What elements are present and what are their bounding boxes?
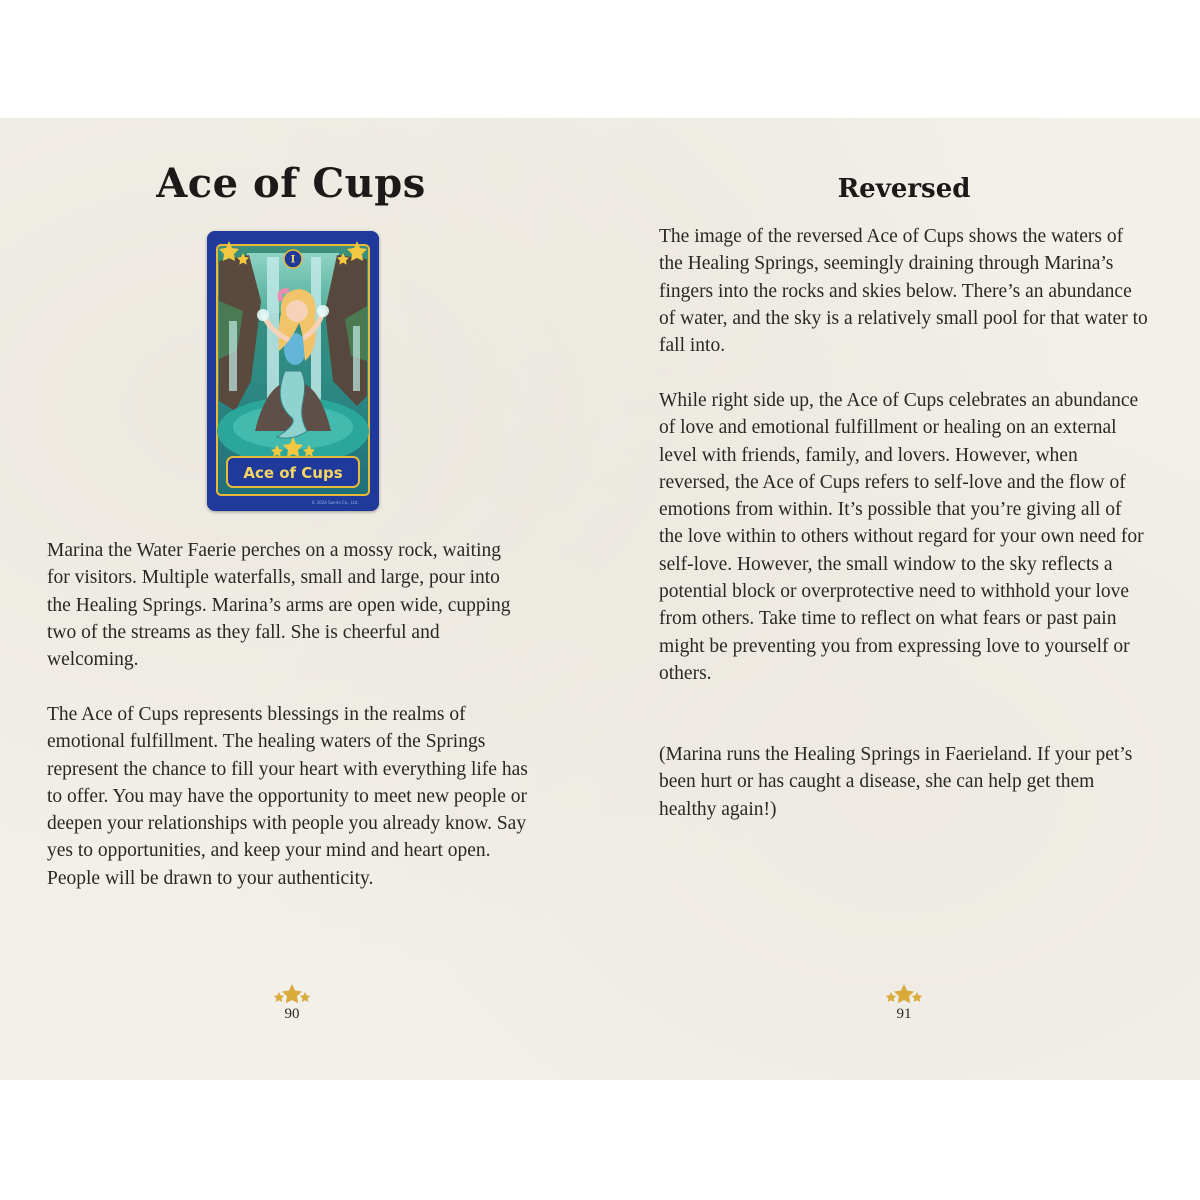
card-number: I: [290, 254, 296, 266]
page-number: 90: [284, 1006, 300, 1022]
card-meaning-paragraph: The Ace of Cups represents blessings in the realms of emotional fulfillment. The healing waters of the Springs represent the chance to fill your heart with everything life has to offer. You may have the opportunity to meet new people or deepen your relationships with people you already know. Say yes to opportunities, and keep your mind and heart open. People will be drawn to your authenticity.: [47, 704, 528, 889]
card-title: Ace of Cups: [156, 160, 426, 207]
card-copyright: © 2024 Sanrio Co., Ltd.: [311, 500, 359, 505]
marina-note-paragraph: (Marina runs the Healing Springs in Faerieland. If your pet’s been hurt or has caught a disease, she can help get them healthy again!): [659, 744, 1133, 820]
left-page: [0, 118, 600, 1080]
page-footer-left: [262, 982, 322, 1023]
reversed-heading: Reversed: [837, 174, 971, 204]
card-art: [207, 231, 379, 511]
right-page: [600, 118, 1200, 1080]
tarot-card-illustration: [207, 231, 379, 511]
page-number: 91: [896, 1006, 912, 1022]
reversed-meaning-paragraph: While right side up, the Ace of Cups celebrates an abundance of love and emotional fulfillment or healing on an external level with friends, family, and lovers. However, when reversed, the Ace of Cups refers to self-love and the flow of emotions from within. It’s possible that you’re giving all of the love within to others without regard for your own need for self-love. However, the small window to the sky reflects a potential block or overprotective need to withhold your love from others. Take time to reflect on what fears or past pain might be preventing you from expressing love to yourself or others.: [659, 390, 1144, 684]
star-ornament-icon: [270, 982, 314, 1004]
card-description-paragraph: Marina the Water Faerie perches on a mossy rock, waiting for visitors. Multiple waterfalls, small and large, pour into the Healing Springs. Marina’s arms are open wide, cupping two of the streams as they fall. She is cheerful and welcoming.: [47, 540, 511, 671]
star-ornament-icon: [882, 982, 926, 1004]
page-footer-right: [874, 982, 934, 1023]
reversed-image-paragraph: The image of the reversed Ace of Cups shows the waters of the Healing Springs, seemingly draining through Marina’s fingers into the rocks and skies below. There’s an abundance of water, and the sky is a relatively small pool for that water to fall into.: [659, 226, 1148, 357]
card-label: Ace of Cups: [243, 464, 343, 482]
book-spread: [0, 118, 1200, 1080]
